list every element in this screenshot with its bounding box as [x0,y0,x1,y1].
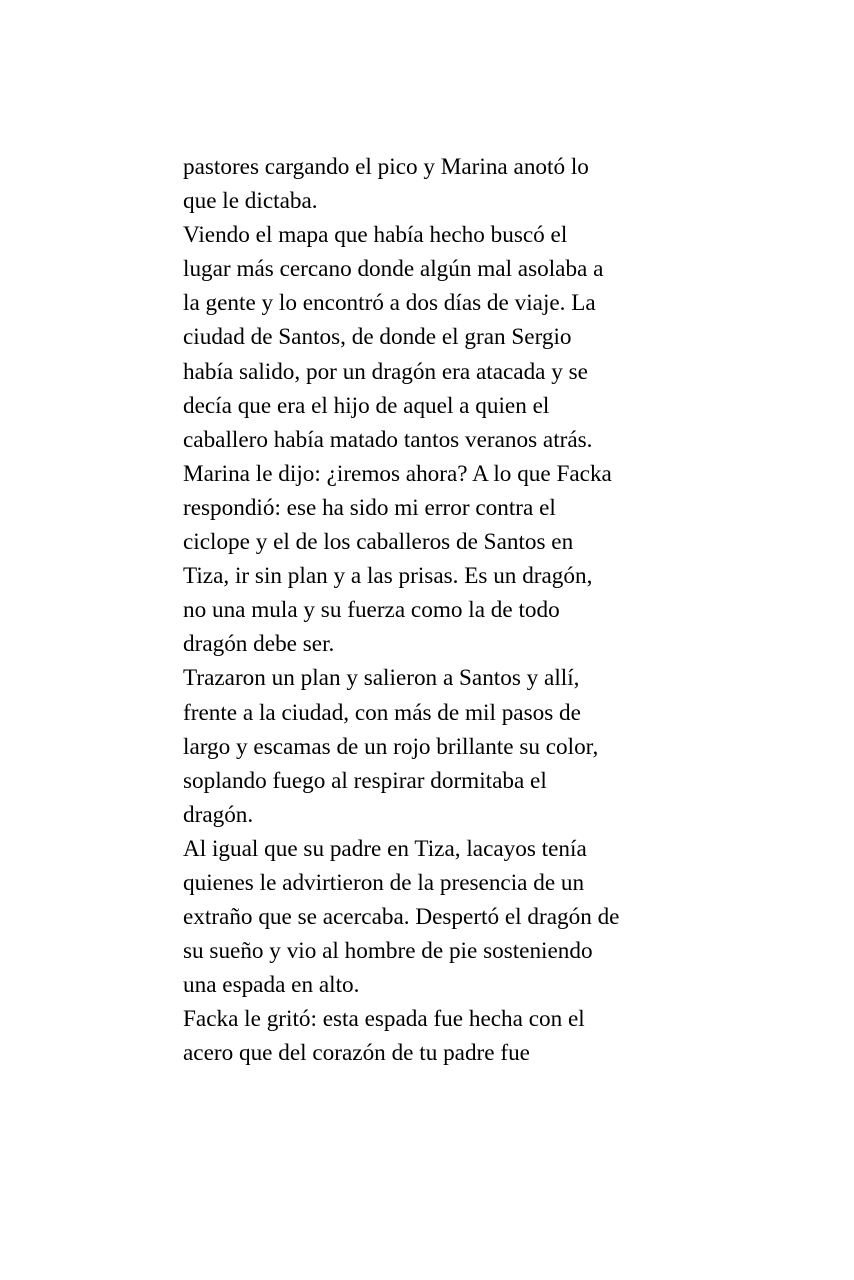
text-line: ciudad de Santos, de donde el gran Sergio [183,324,572,351]
text-line: Al igual que su padre en Tiza, lacayos tenía [183,835,587,862]
text-line: Trazaron un plan y salieron a Santos y allí, [183,665,580,692]
text-line: frente a la ciudad, con más de mil pasos de [183,699,581,726]
text-line: que le dictaba. [183,188,318,215]
text-line: lugar más cercano donde algún mal asolaba a [183,256,604,283]
text-line: respondió: ese ha sido mi error contra el [183,494,556,521]
text-line: acero que del corazón de tu padre fue [183,1040,530,1067]
text-line: ciclope y el de los caballeros de Santos en [183,529,574,556]
text-line: había salido, por un dragón era atacada y se [183,358,588,385]
body-text [183,150,683,1071]
text-line: dragón debe ser. [183,631,335,658]
text-line: caballero había matado tantos veranos atrás. [183,426,593,453]
text-line: soplando fuego al respirar dormitaba el [183,767,547,794]
text-line: dragón. [183,801,254,828]
text-line: pastores cargando el pico y Marina anotó lo [183,154,589,180]
text-line: extraño que se acercaba. Despertó el dragón de [183,904,620,931]
text-line: Viendo el mapa que había hecho buscó el [183,222,568,249]
text-line: Tiza, ir sin plan y a las prisas. Es un dragón, [183,563,593,590]
text-line: no una mula y su fuerza como la de todo [183,597,560,624]
text-line: su sueño y vio al hombre de pie sosteniendo [183,938,593,965]
text-line: la gente y lo encontró a dos días de viaje. La [183,290,596,317]
text-line: una espada en alto. [183,972,360,999]
text-line: Marina le dijo: ¿iremos ahora? A lo que Facka [183,460,612,487]
text-line: decía que era el hijo de aquel a quien el [183,392,550,419]
text-line: Facka le gritó: esta espada fue hecha con el [183,1006,585,1033]
text-line: quienes le advirtieron de la presencia de un [183,869,585,896]
text-line: largo y escamas de un rojo brillante su color, [183,733,599,760]
